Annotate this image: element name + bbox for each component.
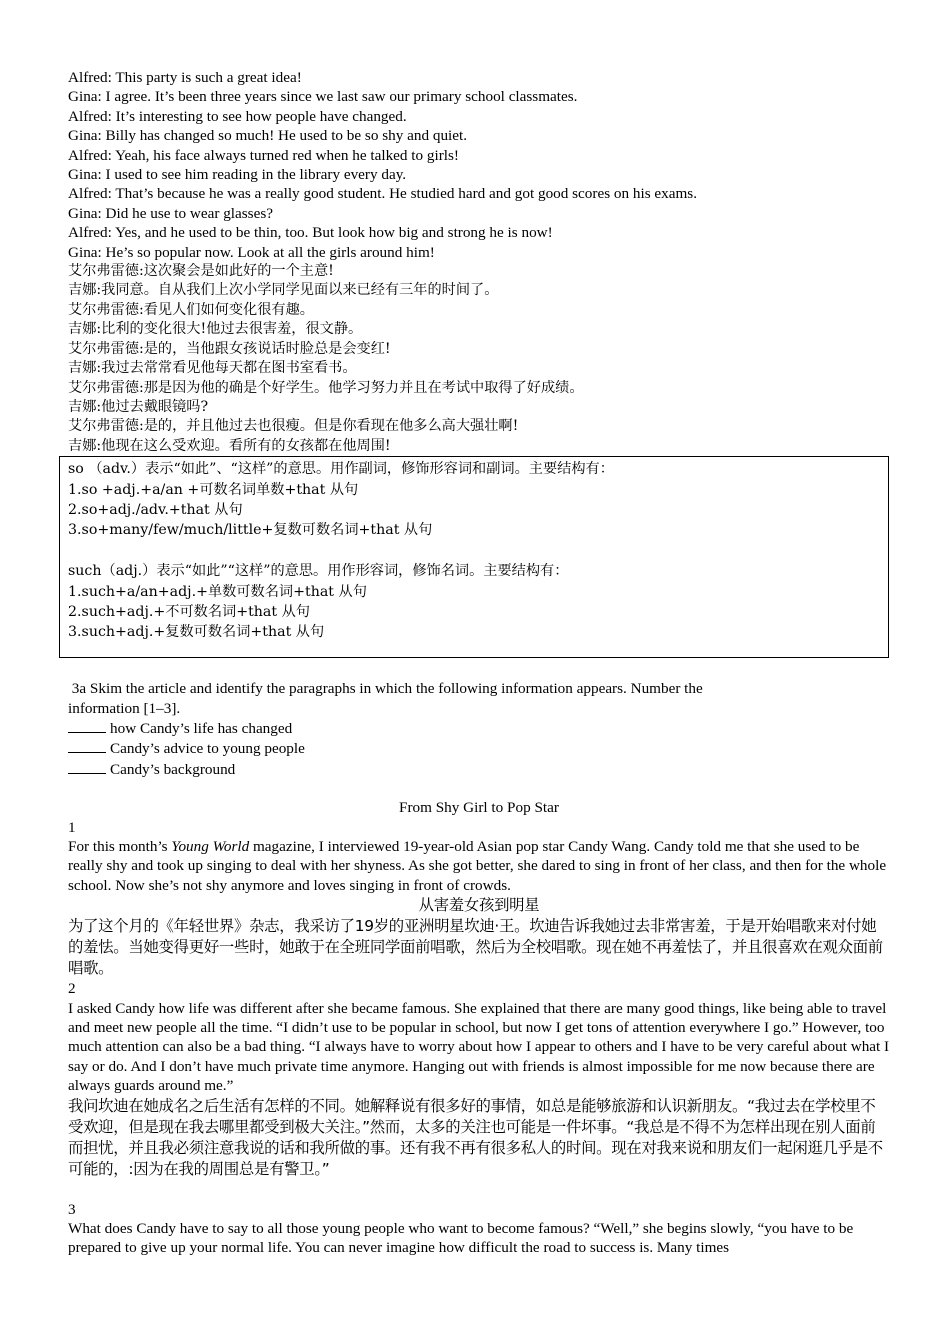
dialogue-line-zh: 艾尔弗雷德:这次聚会是如此好的一个主意! bbox=[68, 263, 334, 280]
so-rule: 2.so+adj./adv.+that 从句 bbox=[68, 501, 243, 518]
dialogue-line: Alfred: Yeah, his face always turned red when he talked to girls! bbox=[68, 146, 459, 164]
paragraph-number: 2 bbox=[68, 980, 76, 998]
dialogue-line-zh: 吉娜:我同意。自从我们上次小学同学见面以来已经有三年的时间了。 bbox=[68, 282, 499, 299]
dialogue-chinese bbox=[68, 262, 890, 456]
paragraph-2-zh: 我问坎迪在她成名之后生活有怎样的不同。她解释说有很多好的事情，如总是能够旅游和认识新朋友。“我过去在学校里不受欢迎，但是现在我去哪里都受到极大关注。”然而，太多的关注也可能是一件坏事。“我总是不得不为怎样出现在别人面前而担忧，并且我必须注意我说的话和我所做的事。还有我不再有很多私人的时间。现在对我来说和朋友们一起闲逛几乎是不可能的，:因为在我的周围总是有警卫。” bbox=[68, 1096, 883, 1178]
so-rule: 1.so +adj.+a/an +可数名词单数+that 从句 bbox=[68, 481, 359, 498]
dialogue-line-zh: 艾尔弗雷德:看见人们如何变化很有趣。 bbox=[68, 301, 314, 318]
dialogue-line: Gina: Did he use to wear glasses? bbox=[68, 204, 273, 222]
dialogue-line-zh: 艾尔弗雷德:是的，当他跟女孩说话时脸总是会变红! bbox=[68, 340, 391, 357]
dialogue-english bbox=[68, 68, 890, 262]
task-item: Candy’s background bbox=[68, 759, 890, 779]
answer-blank[interactable] bbox=[68, 718, 106, 733]
dialogue-line-zh: 吉娜:他过去戴眼镜吗? bbox=[68, 398, 209, 415]
paragraph-1-zh: 为了这个月的《年轻世界》杂志，我采访了19岁的亚洲明星坎迪·王。坎迪告诉我她过去非常害羞，于是开始唱歌来对付她的羞怯。当她变得更好一些时，她敢于在全班同学面前唱歌，然后为全校唱歌。现在她不再羞怯了，并且很喜欢在观众面前唱歌。 bbox=[68, 917, 883, 978]
such-intro: such（adj.）表示“如此”“这样”的意思。用作形容词，修饰名词。主要结构有： bbox=[68, 563, 569, 580]
article bbox=[68, 798, 890, 1258]
so-intro: so （adv.）表示“如此”、“这样”的意思。用作副词，修饰形容词和副词。主要结构有： bbox=[68, 461, 614, 478]
dialogue-line: Alfred: It’s interesting to see how people have changed. bbox=[68, 107, 407, 125]
paragraph-number: 3 bbox=[68, 1200, 76, 1218]
grammar-box bbox=[59, 456, 889, 658]
answer-blank[interactable] bbox=[68, 759, 106, 774]
such-rule: 2.such+adj.+不可数名词+that 从句 bbox=[68, 603, 310, 620]
task-item: how Candy’s life has changed bbox=[68, 718, 890, 738]
task-instruction: 3a Skim the article and identify the paragraphs in which the following information appears. Number the bbox=[68, 680, 703, 698]
dialogue-line: Alfred: That’s because he was a really good student. He studied hard and got good scores on his exams. bbox=[68, 185, 697, 203]
such-rule: 3.such+adj.+复数可数名词+that 从句 bbox=[68, 624, 325, 641]
dialogue-line: Alfred: This party is such a great idea! bbox=[68, 69, 302, 86]
paragraph-number: 1 bbox=[68, 818, 76, 836]
paragraph-1: For this month’s Young World magazine, I interviewed 19-year-old Asian pop star Candy Wang. Candy told me that she used to be really shy and took up singing to deal with her shyness. As she got better, she dared to sing in front of her class, and then for the whole school. Now she’s not shy anymore and loves singing in front of crowds. bbox=[68, 837, 887, 894]
task-instruction-cont: information [1–3]. bbox=[68, 699, 181, 717]
document-page bbox=[68, 68, 890, 1258]
so-rule: 3.so+many/few/much/little+复数可数名词+that 从句 bbox=[68, 522, 433, 539]
spacer bbox=[68, 541, 888, 561]
dialogue-line-zh: 艾尔弗雷德:那是因为他的确是个好学生。他学习努力并且在考试中取得了好成绩。 bbox=[68, 379, 584, 396]
paragraph-2: I asked Candy how life was different after she became famous. She explained that there are many good things, like being able to travel and meet new people all the time. “I didn’t use to be popular in school, but now I get tons of attention everywhere I go.” However, too much attention can also be a bad thing. “I always have to worry about how I appear to others and I have to be very careful about what I say or do. And I don’t have much private time anymore. Hanging out with friends is almost impossible for me now because there are always guards around me.” bbox=[68, 999, 890, 1095]
dialogue-line-zh: 吉娜:我过去常常看见他每天都在图书室看书。 bbox=[68, 360, 357, 377]
dialogue-line: Gina: I used to see him reading in the library every day. bbox=[68, 166, 407, 184]
task-3a bbox=[68, 679, 890, 779]
paragraph-3: What does Candy have to say to all those young people who want to become famous? “Well,” she begins slowly, “you have to be prepared to give up your normal life. You can never imagine how difficult the road to success is. Many times bbox=[68, 1220, 854, 1257]
answer-blank[interactable] bbox=[68, 738, 106, 753]
dialogue-line: Alfred: Yes, and he used to be thin, too. But look how big and strong he is now! bbox=[68, 224, 553, 242]
article-title-zh: 从害羞女孩到明星 bbox=[418, 896, 540, 915]
dialogue-line: Gina: Billy has changed so much! He used to be so shy and quiet. bbox=[68, 127, 468, 145]
dialogue-line: Gina: He’s so popular now. Look at all the girls around him! bbox=[68, 243, 435, 261]
dialogue-line-zh: 吉娜:比利的变化很大!他过去很害羞，很文静。 bbox=[68, 321, 363, 338]
such-rule: 1.such+a/an+adj.+单数可数名词+that 从句 bbox=[68, 583, 367, 600]
dialogue-line-zh: 吉娜:他现在这么受欢迎。看所有的女孩都在他周围! bbox=[68, 437, 391, 454]
article-title: From Shy Girl to Pop Star bbox=[399, 799, 559, 817]
dialogue-line: Gina: I agree. It’s been three years since we last saw our primary school classmates. bbox=[68, 88, 578, 106]
task-item: Candy’s advice to young people bbox=[68, 738, 890, 758]
magazine-name: Young World bbox=[171, 837, 250, 855]
dialogue-line-zh: 艾尔弗雷德:是的，并且他过去也很瘦。但是你看现在他多么高大强壮啊! bbox=[68, 418, 519, 435]
